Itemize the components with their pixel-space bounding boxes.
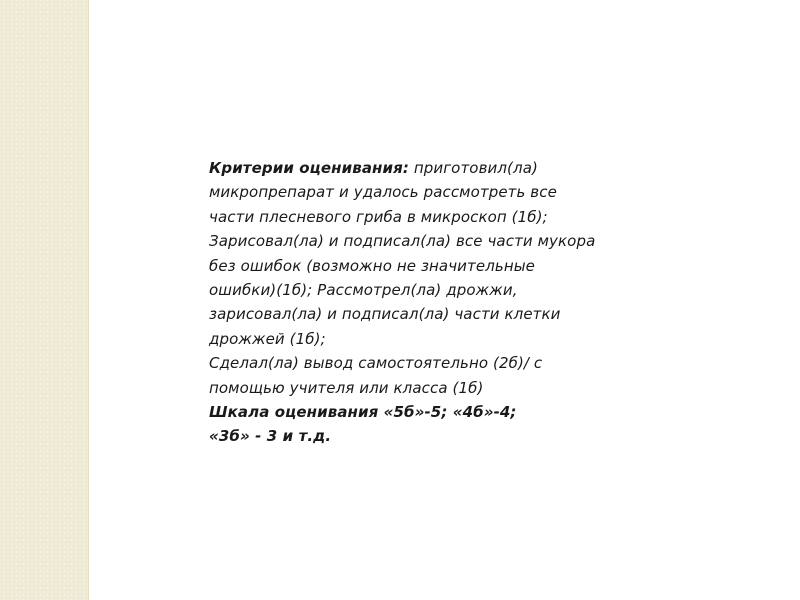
slide-text-block (209, 156, 599, 449)
criteria-part-2: Зарисовал(ла) и подписал(ла) все части мукора без ошибок (возможно не значительные ошибки)(1б); Рассмотрел(ла) дрожжи, зарисовал(ла) и подписал(ла) части клетки дрожжей (1б); (209, 232, 596, 348)
criteria-heading: Критерии оценивания: (209, 159, 409, 177)
side-band-edge (88, 0, 89, 600)
criteria-part-3: Сделал(ла) вывод самостоятельно (2б)/ с помощью учителя или класса (1б) (209, 354, 543, 397)
criteria-paragraph (209, 156, 599, 229)
scale-line-2: «3б» - 3 и т.д. (209, 427, 332, 446)
decorative-side-band (0, 0, 88, 600)
criteria-part-1: приготовил(ла) микропрепарат и удалось рассмотреть все части плесневого гриба в микроскоп (1б); (209, 159, 557, 226)
scale-line-1: Шкала оценивания «5б»-5; «4б»-4; (209, 403, 517, 422)
